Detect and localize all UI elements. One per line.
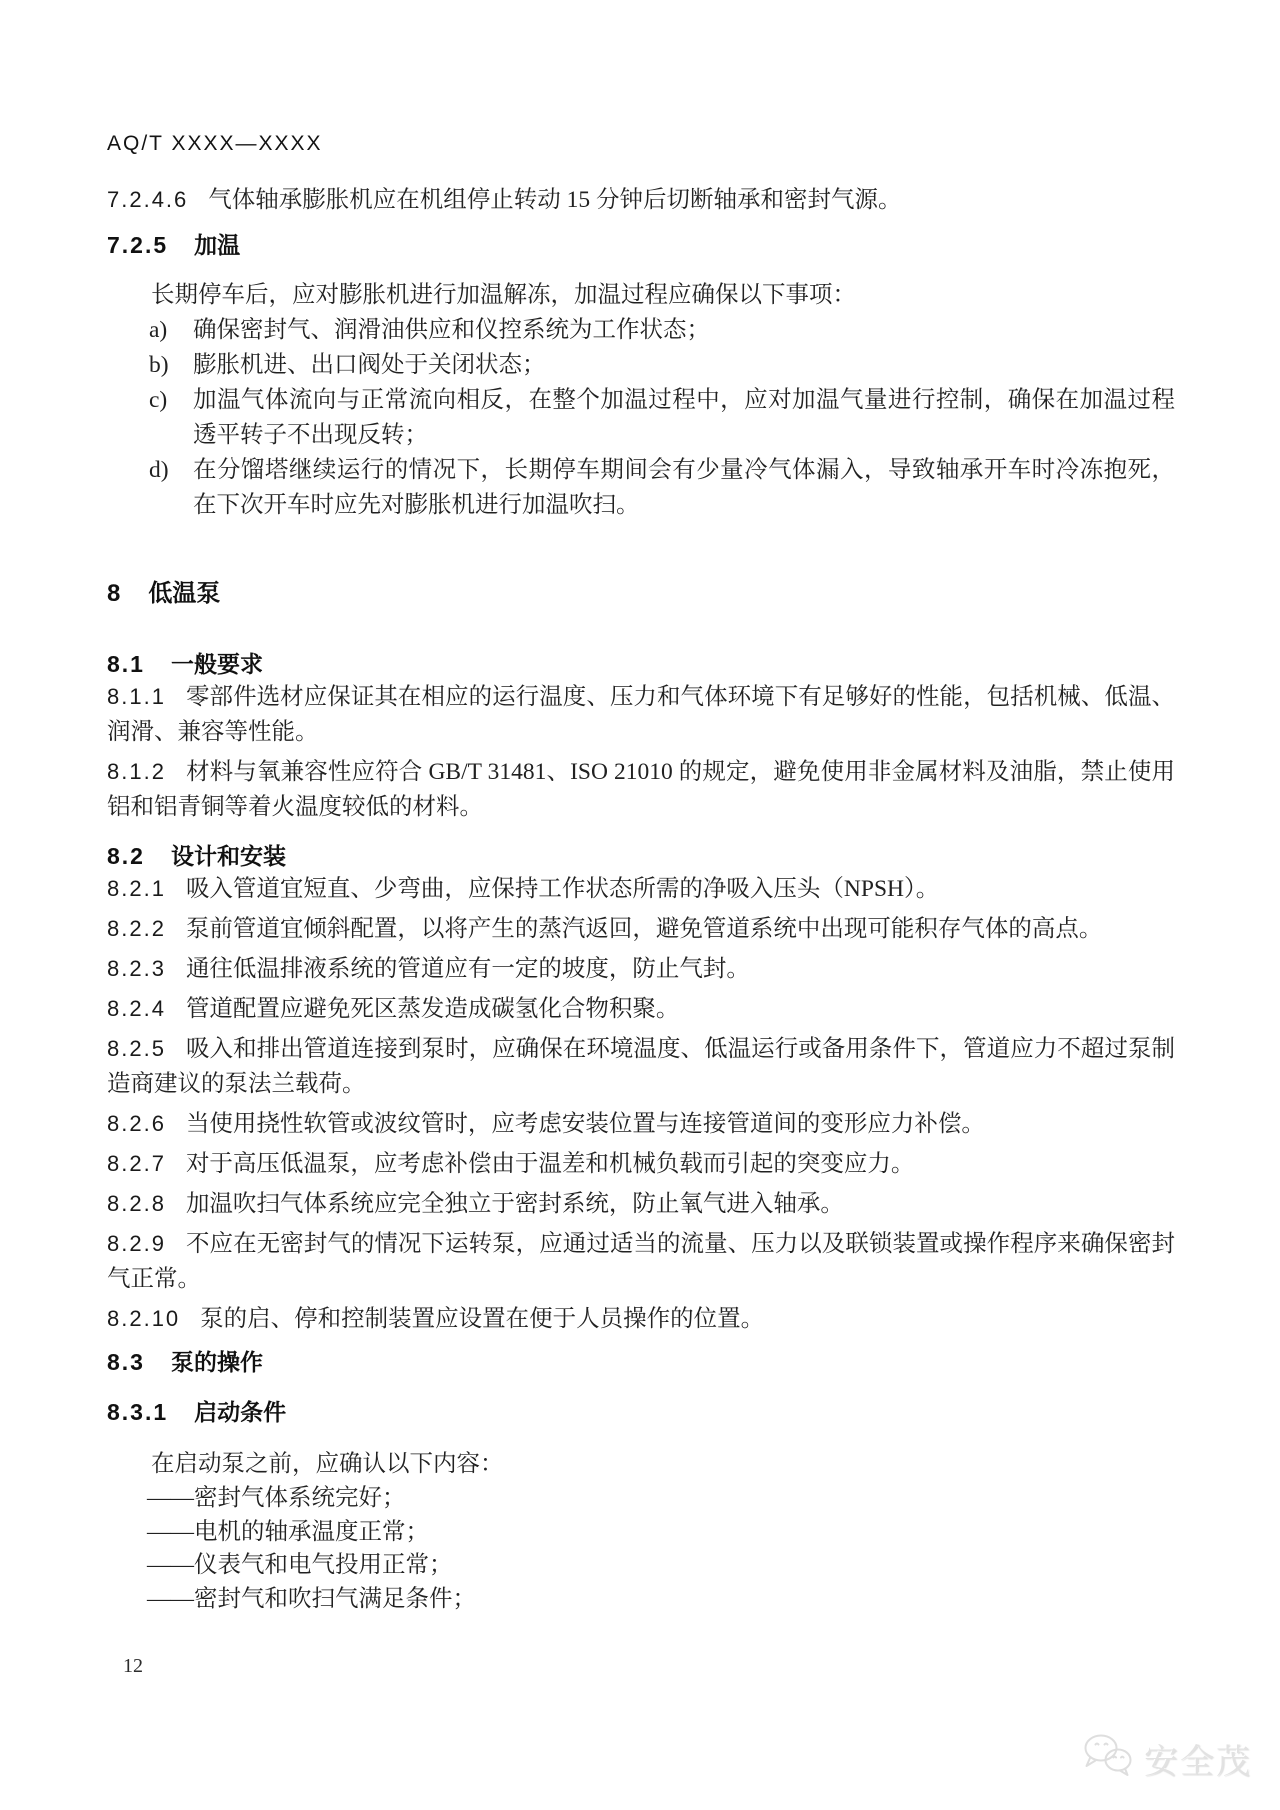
heading-title: 低温泵 [148, 580, 221, 607]
clause-8-1-2 [107, 754, 1175, 825]
dash-list-item: ——仪表气和电气投用正常； [147, 1552, 453, 1578]
list-item-label: d) [149, 457, 169, 483]
clause-text: 加温吹扫气体系统应完全独立于密封系统，防止氧气进入轴承。 [185, 1191, 844, 1217]
list-item-label: c) [149, 387, 168, 413]
heading-number: 8.1 [107, 651, 145, 677]
clause-8-2-8 [107, 1186, 1175, 1222]
clause-text: 不应在无密封气的情况下运转泵，应通过适当的流量、压力以及联锁装置或操作程序来确保密封气正常。 [107, 1231, 1175, 1292]
lettered-list [107, 313, 1175, 523]
clause-8-2-3 [107, 951, 1175, 987]
clause-text: 当使用挠性软管或波纹管时，应考虑安装位置与连接管道间的变形应力补偿。 [185, 1111, 985, 1137]
clause-8-2-4 [107, 991, 1175, 1027]
clause-number: 8.2.9 [107, 1231, 166, 1256]
list-item-text: 确保密封气、润滑油供应和仪控系统为工作状态； [193, 317, 710, 343]
clause-number: 8.2.3 [107, 956, 166, 981]
doc-code: AQ/T XXXX—XXXX [107, 132, 323, 155]
heading-title: 加温 [194, 232, 241, 258]
heading-number: 7.2.5 [107, 232, 169, 258]
list-item-label: b) [149, 352, 169, 378]
heading-number: 8 [107, 580, 123, 607]
paragraph-intro-725: 长期停车后，应对膨胀机进行加温解冻，加温过程应确保以下事项： [151, 282, 856, 308]
list-item [107, 453, 1175, 523]
page-content [107, 132, 1175, 1616]
list-item-text: 在分馏塔继续运行的情况下，长期停车期间会有少量冷气体漏入，导致轴承开车时冷冻抱死，在下次开车时应先对膨胀机进行加温吹扫。 [193, 457, 1175, 518]
clause-8-2-9 [107, 1226, 1175, 1297]
clause-text: 材料与氧兼容性应符合 GB/T 31481、ISO 21010 的规定，避免使用非金属材料及油脂，禁止使用铝和铝青铜等着火温度较低的材料。 [107, 759, 1175, 820]
clause-8-1-1 [107, 679, 1175, 750]
list-item [107, 313, 1175, 348]
subsection-heading-8-3-1 [107, 1397, 1175, 1427]
heading-number: 8.3 [107, 1349, 145, 1375]
clause-8-2-6 [107, 1106, 1175, 1142]
subsection-heading-8-1 [107, 649, 1175, 679]
heading-number: 8.2 [107, 843, 145, 869]
clause-number: 8.2.8 [107, 1191, 166, 1216]
list-item-text: 膨胀机进、出口阀处于关闭状态； [193, 352, 546, 378]
clause-text: 零部件选材应保证其在相应的运行温度、压力和气体环境下有足够好的性能，包括机械、低温、润滑、兼容等性能。 [107, 684, 1175, 745]
dash-list [107, 1482, 1175, 1616]
list-item [107, 348, 1175, 383]
clause-text: 泵前管道宜倾斜配置，以将产生的蒸汽返回，避免管道系统中出现可能积存气体的高点。 [185, 916, 1103, 942]
heading-title: 一般要求 [170, 651, 263, 677]
list-item-text: 加温气体流向与正常流向相反，在整个加温过程中，应对加温气量进行控制，确保在加温过程透平转子不出现反转； [193, 387, 1175, 448]
clause-number: 8.2.4 [107, 996, 166, 1021]
watermark-label: 安全茂 [1144, 1743, 1252, 1781]
heading-7-2-5 [107, 230, 1175, 260]
clause-number: 8.1.2 [107, 759, 166, 784]
subsection-heading-8-3 [107, 1347, 1175, 1377]
subsection-heading-8-2 [107, 841, 1175, 871]
clause-text: 气体轴承膨胀机应在机组停止转动 15 分钟后切断轴承和密封气源。 [208, 187, 902, 213]
paragraph-intro-831: 在启动泵之前，应确认以下内容： [151, 1451, 504, 1477]
clause-7-2-4-6 [107, 182, 1175, 218]
clause-text: 对于高压低温泵，应考虑补偿由于温差和机械负载而引起的突变应力。 [185, 1151, 915, 1177]
watermark [1080, 1733, 1252, 1784]
clause-text: 吸入管道宜短直、少弯曲，应保持工作状态所需的净吸入压头（NPSH）。 [185, 876, 940, 902]
section-heading-8 [107, 577, 1175, 611]
clause-number: 8.2.2 [107, 916, 166, 941]
dash-list-item: ——密封气和吹扫气满足条件； [147, 1585, 476, 1612]
clause-number: 8.2.7 [107, 1151, 166, 1176]
page-number: 12 [123, 1655, 143, 1677]
clause-number: 8.2.6 [107, 1111, 166, 1136]
clause-text: 通往低温排液系统的管道应有一定的坡度，防止气封。 [185, 956, 750, 982]
clause-number: 8.2.1 [107, 876, 166, 901]
heading-title: 设计和安装 [170, 843, 286, 869]
dash-list-item: ——密封气体系统完好； [147, 1485, 406, 1511]
clause-text: 吸入和排出管道连接到泵时，应确保在环境温度、低温运行或备用条件下，管道应力不超过泵制造商建议的泵法兰载荷。 [107, 1036, 1175, 1097]
list-item [107, 383, 1175, 453]
clause-8-2-2 [107, 911, 1175, 947]
dash-list-item: ——电机的轴承温度正常； [147, 1518, 429, 1545]
clause-number: 8.1.1 [107, 684, 166, 709]
clause-number: 8.2.5 [107, 1036, 166, 1061]
heading-title: 启动条件 [194, 1399, 287, 1425]
clause-text: 泵的启、停和控制装置应设置在便于人员操作的位置。 [200, 1306, 765, 1332]
list-item-label: a) [149, 317, 168, 343]
clause-number: 8.2.10 [107, 1306, 181, 1331]
heading-title: 泵的操作 [170, 1349, 263, 1375]
clause-8-2-5 [107, 1031, 1175, 1102]
clause-text: 管道配置应避免死区蒸发造成碳氢化合物积聚。 [185, 996, 680, 1022]
clause-8-2-7 [107, 1146, 1175, 1182]
wechat-icon [1080, 1733, 1136, 1784]
clause-8-2-10 [107, 1301, 1175, 1337]
clause-number: 7.2.4.6 [107, 187, 189, 212]
heading-number: 8.3.1 [107, 1399, 169, 1425]
clause-8-2-1 [107, 871, 1175, 907]
